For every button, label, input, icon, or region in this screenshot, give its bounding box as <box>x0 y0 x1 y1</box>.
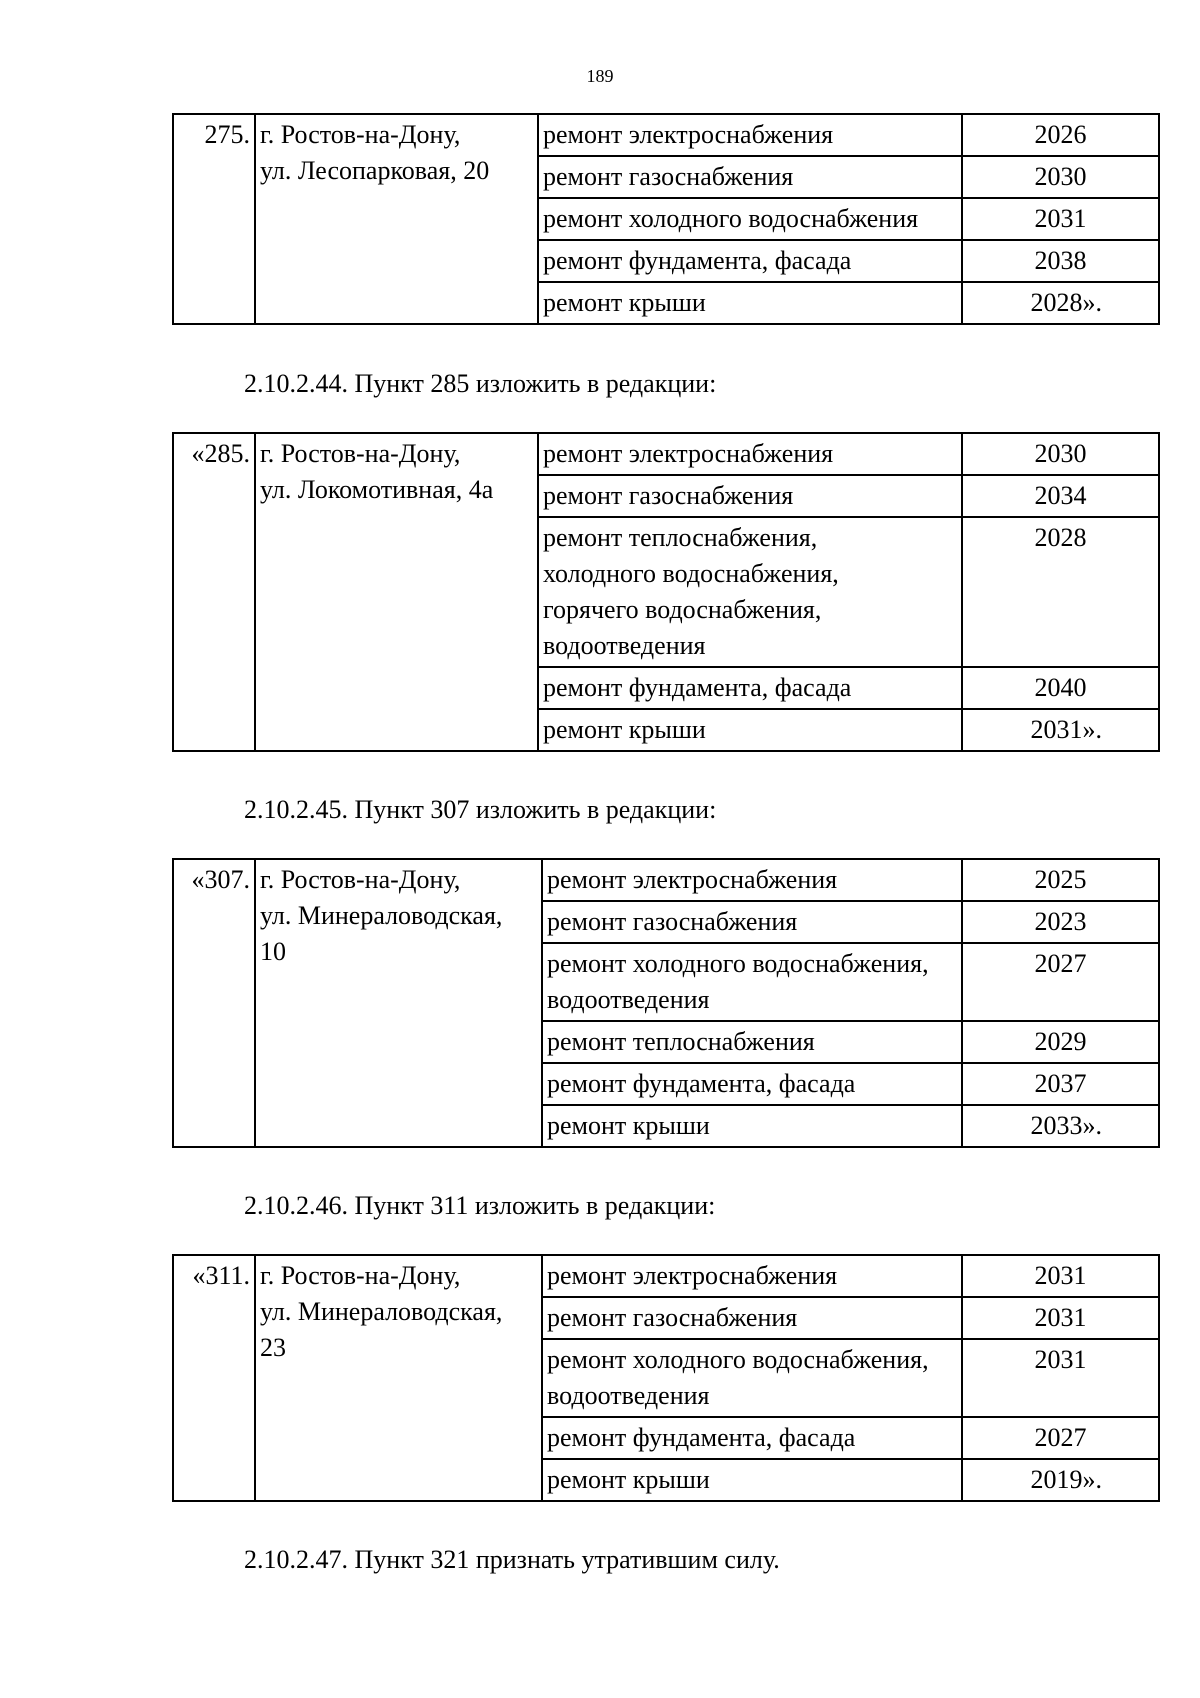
address-cell <box>255 859 542 1147</box>
year-cell: 2019». <box>962 1459 1159 1501</box>
year-cell: 2028». <box>962 282 1159 324</box>
address-line: ул. Лесопарковая, 20 <box>260 156 490 185</box>
work-cell: ремонт фундамента, фасада <box>542 1063 962 1105</box>
year-cell: 2027 <box>962 1417 1159 1459</box>
work-cell: ремонт фундамента, фасада <box>542 1417 962 1459</box>
year-cell: 2033». <box>962 1105 1159 1147</box>
table-item-311 <box>172 1254 1160 1502</box>
table-row <box>173 433 1159 475</box>
work-cell: ремонт фундамента, фасада <box>538 667 962 709</box>
paragraph: 2.10.2.47. Пункт 321 признать утратившим силу. <box>244 1545 780 1574</box>
year-cell: 2038 <box>962 240 1159 282</box>
work-cell: ремонт электроснабжения <box>538 114 962 156</box>
year-cell: 2028 <box>962 517 1159 667</box>
address-line: 23 <box>260 1333 286 1362</box>
address-cell <box>255 433 538 751</box>
work-cell: ремонт крыши <box>542 1459 962 1501</box>
work-cell: ремонт электроснабжения <box>538 433 962 475</box>
work-cell: ремонт холодного водоснабжения, водоотведения <box>542 943 962 1021</box>
year-cell: 2026 <box>962 114 1159 156</box>
year-cell: 2029 <box>962 1021 1159 1063</box>
year-cell: 2030 <box>962 433 1159 475</box>
work-cell: ремонт холодного водоснабжения, водоотведения <box>542 1339 962 1417</box>
year-cell: 2031 <box>962 1297 1159 1339</box>
work-cell: ремонт электроснабжения <box>542 1255 962 1297</box>
work-cell: ремонт газоснабжения <box>542 1297 962 1339</box>
year-cell: 2027 <box>962 943 1159 1021</box>
work-cell: ремонт теплоснабжения <box>542 1021 962 1063</box>
work-cell: ремонт крыши <box>542 1105 962 1147</box>
year-cell: 2025 <box>962 859 1159 901</box>
paragraph: 2.10.2.44. Пункт 285 изложить в редакции: <box>244 369 717 398</box>
table-row <box>173 114 1159 156</box>
work-cell: ремонт электроснабжения <box>542 859 962 901</box>
year-cell: 2031 <box>962 1255 1159 1297</box>
year-cell: 2023 <box>962 901 1159 943</box>
item-number: «285. <box>173 433 255 751</box>
address-line: ул. Минераловодская, <box>260 901 503 930</box>
table-item-307 <box>172 858 1160 1148</box>
address-line: г. Ростов-на-Дону, <box>260 865 461 894</box>
table-row <box>173 1255 1159 1297</box>
paragraph: 2.10.2.45. Пункт 307 изложить в редакции: <box>244 795 717 824</box>
year-cell: 2031 <box>962 1339 1159 1417</box>
item-number: «307. <box>173 859 255 1147</box>
table-item-275 <box>172 113 1160 325</box>
work-cell: ремонт газоснабжения <box>542 901 962 943</box>
address-line: г. Ростов-на-Дону, <box>260 1261 461 1290</box>
address-line: 10 <box>260 937 286 966</box>
table-row <box>173 859 1159 901</box>
year-cell: 2037 <box>962 1063 1159 1105</box>
work-cell: ремонт теплоснабжения, холодного водоснабжения, горячего водоснабжения, водоотведения <box>538 517 962 667</box>
paragraph: 2.10.2.46. Пункт 311 изложить в редакции: <box>244 1191 716 1220</box>
page-number: 189 <box>586 66 614 86</box>
year-cell: 2031». <box>962 709 1159 751</box>
work-cell: ремонт газоснабжения <box>538 475 962 517</box>
year-cell: 2030 <box>962 156 1159 198</box>
address-line: ул. Минераловодская, <box>260 1297 503 1326</box>
year-cell: 2034 <box>962 475 1159 517</box>
item-number: «311. <box>173 1255 255 1501</box>
year-cell: 2040 <box>962 667 1159 709</box>
address-line: г. Ростов-на-Дону, <box>260 439 461 468</box>
work-cell: ремонт крыши <box>538 709 962 751</box>
address-line: ул. Локомотивная, 4а <box>260 475 494 504</box>
work-cell: ремонт газоснабжения <box>538 156 962 198</box>
table-item-285 <box>172 432 1160 752</box>
work-cell: ремонт холодного водоснабжения <box>538 198 962 240</box>
address-cell <box>255 114 538 324</box>
address-line: г. Ростов-на-Дону, <box>260 120 461 149</box>
work-cell: ремонт крыши <box>538 282 962 324</box>
address-cell <box>255 1255 542 1501</box>
work-cell: ремонт фундамента, фасада <box>538 240 962 282</box>
item-number: 275. <box>173 114 255 324</box>
year-cell: 2031 <box>962 198 1159 240</box>
